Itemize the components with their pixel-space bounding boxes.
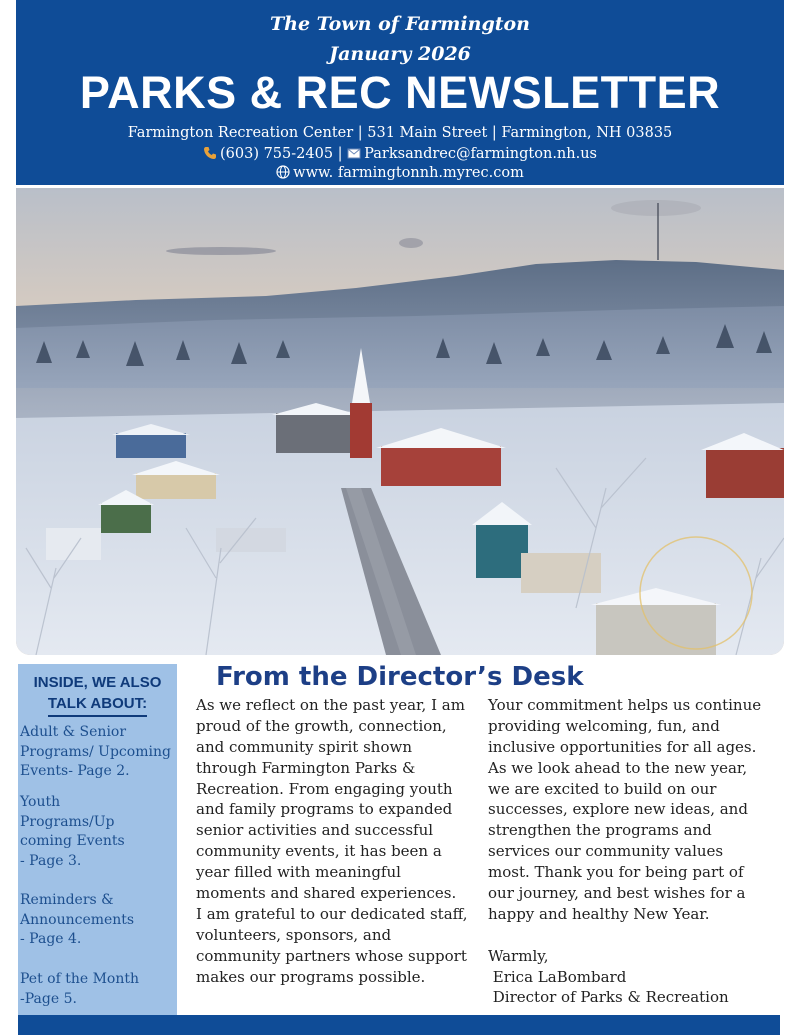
text-line: community partners whose support <box>196 946 467 965</box>
website-line <box>16 163 784 183</box>
article-title: From the Director’s Desk <box>216 662 584 692</box>
sidebar-item-reminders: Reminders & Announcements - Page 4. <box>20 892 135 947</box>
text-line: inclusive opportunities for all ages. <box>488 737 757 756</box>
text-line: happy and healthy New Year. <box>488 904 710 923</box>
website-link[interactable]: www. farmingtonnh.myrec.com <box>293 165 524 181</box>
text-line: community events, it has been a <box>196 842 442 861</box>
text-line: senior activities and successful <box>196 821 434 840</box>
sidebar-heading <box>18 672 177 717</box>
hero-photo <box>16 188 784 655</box>
signature-name: Erica LaBombard <box>488 967 627 986</box>
sidebar-item-youth: Youth Programs/Up coming Events - Page 3. <box>20 794 125 869</box>
envelope-icon <box>347 146 361 160</box>
phone-number[interactable]: (603) 755-2405 <box>219 146 334 162</box>
contact-line <box>16 144 784 164</box>
sidebar-heading-line2: TALK ABOUT: <box>48 693 147 717</box>
article-column-right <box>488 695 780 1008</box>
text-line: providing welcoming, fun, and <box>488 716 720 735</box>
text-line: most. Thank you for being part of <box>488 863 744 882</box>
contact-separator: | <box>337 146 343 162</box>
text-line: I am grateful to our dedicated staff, <box>196 904 468 923</box>
text-line: Your commitment helps us continue <box>488 696 762 714</box>
globe-icon <box>276 165 290 179</box>
sidebar-item-pet: Pet of the Month -Page 5. <box>20 971 140 1007</box>
newsletter-header <box>16 0 784 185</box>
inside-sidebar <box>18 664 177 1016</box>
text-line: we are excited to build on our <box>488 779 717 798</box>
text-line: year filled with meaningful <box>196 863 401 882</box>
text-line: and family programs to expanded <box>196 800 453 819</box>
text-line: through Farmington Parks & <box>196 758 416 777</box>
text-line: and community spirit shown <box>196 737 412 756</box>
text-line: services our community values <box>488 842 724 861</box>
winter-town-image <box>16 188 784 655</box>
town-name: The Town of Farmington <box>270 13 530 35</box>
text-line: proud of the growth, connection, <box>196 716 447 735</box>
text-line: volunteers, sponsors, and <box>196 925 392 944</box>
text-line: As we reflect on the past year, I am <box>196 696 465 714</box>
text-line: our journey, and best wishes for a <box>488 884 746 903</box>
footer-bar <box>18 1015 780 1035</box>
issue-date: January 2026 <box>329 43 471 65</box>
sidebar-heading-line1: INSIDE, WE ALSO <box>33 674 162 691</box>
sidebar-item-adult-senior: Adult & Senior Programs/ Upcoming Events- Page 2. <box>20 724 171 779</box>
text-line: makes our programs possible. <box>196 967 426 986</box>
text-line: successes, explore new ideas, and <box>488 800 748 819</box>
signature-title: Director of Parks & Recreation <box>488 988 729 1007</box>
phone-icon <box>203 146 217 160</box>
text-line: As we look ahead to the new year, <box>488 758 748 777</box>
article-column-left <box>196 695 481 987</box>
text-line: strengthen the programs and <box>488 821 712 840</box>
newsletter-title: PARKS & REC NEWSLETTER <box>79 67 721 118</box>
blank-line <box>488 925 780 946</box>
text-line: Recreation. From engaging youth <box>196 779 453 798</box>
sign-off: Warmly, <box>488 946 549 965</box>
address-line: Farmington Recreation Center | 531 Main Street | Farmington, NH 03835 <box>127 125 673 141</box>
text-line: moments and shared experiences. <box>196 884 457 903</box>
email-link[interactable]: Parksandrec@farmington.nh.us <box>364 146 598 162</box>
